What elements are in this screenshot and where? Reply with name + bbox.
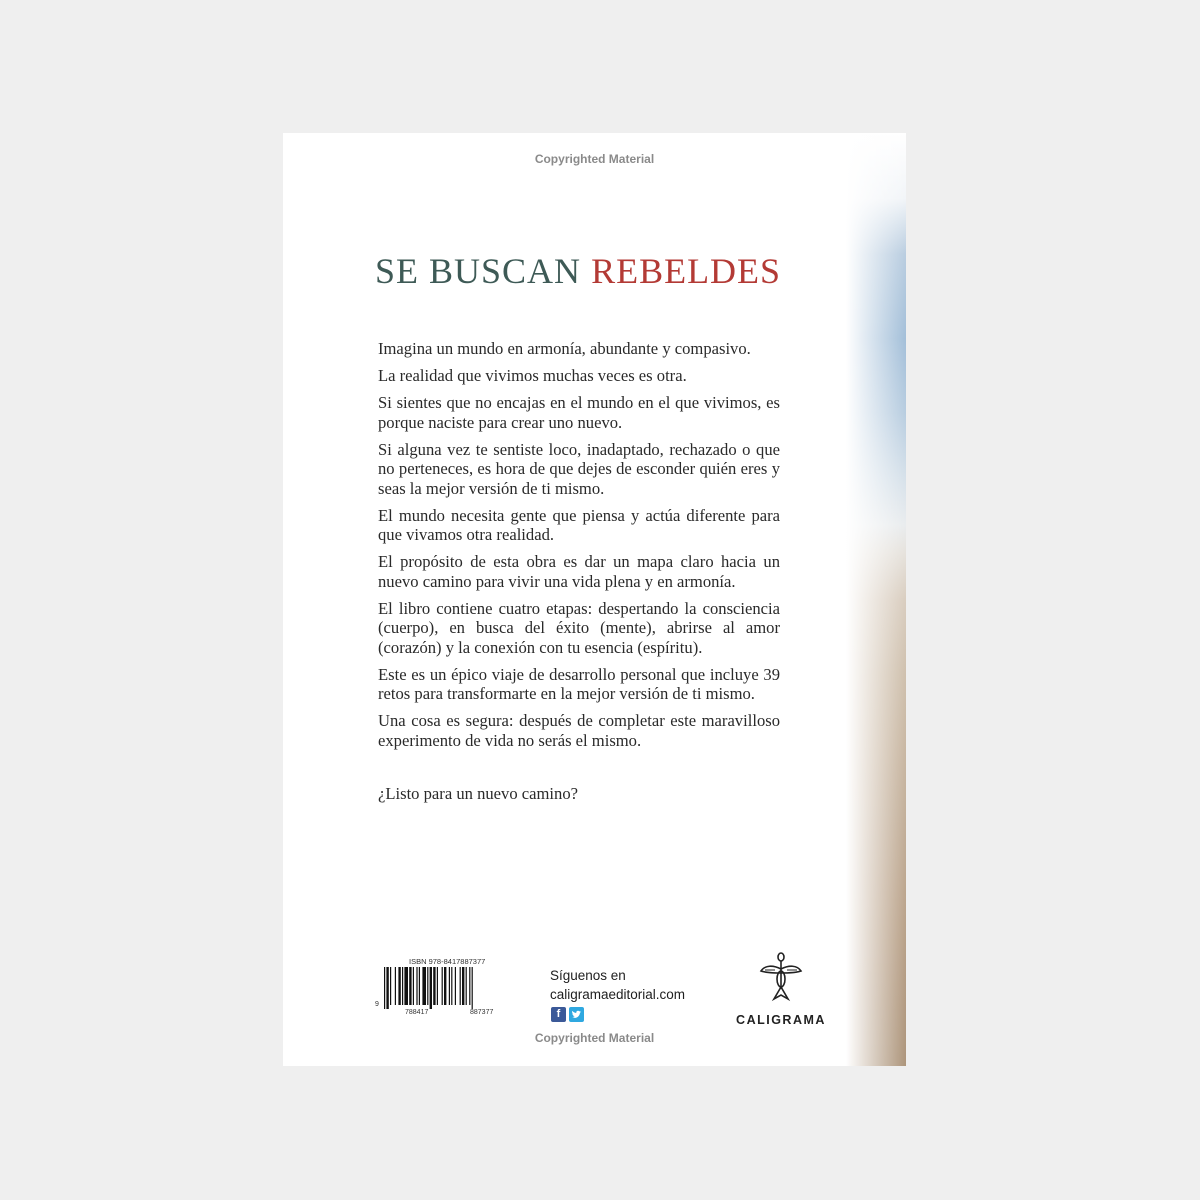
book-back-cover	[283, 133, 906, 1066]
title-part-2: REBELDES	[591, 251, 782, 291]
blurb-paragraph: Si alguna vez te sentiste loco, inadaptado, rechazado o que no perteneces, es hora de que dejes de esconder quién eres y seas la mejor versión de ti mismo.	[378, 439, 780, 498]
blurb-paragraph: Imagina un mundo en armonía, abundante y compasivo.	[378, 339, 751, 358]
barcode-digits-left: 788417	[405, 1009, 429, 1016]
copyright-notice-top: Copyrighted Material	[534, 152, 655, 166]
closing-question: ¿Listo para un nuevo camino?	[378, 784, 578, 803]
barcode-image	[384, 967, 514, 1009]
copyright-notice-bottom: Copyrighted Material	[534, 1031, 655, 1045]
blurb-paragraph: El propósito de esta obra es dar un mapa claro hacia un nuevo camino para vivir una vida plena y en armonía.	[378, 552, 780, 591]
twitter-icon[interactable]	[569, 1007, 584, 1022]
blurb-paragraph: Si sientes que no encajas en el mundo en el que vivimos, es porque naciste para crear uno nuevo.	[378, 393, 780, 432]
follow-label: Síguenos en	[550, 968, 626, 983]
blurb-text	[378, 339, 780, 758]
publisher-name: CALIGRAMA	[736, 1013, 826, 1027]
blurb-paragraph: La realidad que vivimos muchas veces es otra.	[378, 366, 687, 385]
website-link[interactable]: caligramaeditorial.com	[550, 987, 686, 1002]
follow-us	[550, 966, 685, 1004]
book-title	[375, 250, 781, 292]
blurb-paragraph: El libro contiene cuatro etapas: despertando la consciencia (cuerpo), en busca del éxito (mente), abrirse al amor (corazón) y la conexión con tu esencia (espíritu).	[378, 598, 780, 657]
cover-photo-strip	[846, 133, 906, 1066]
blurb-paragraph: Una cosa es segura: después de completar este maravilloso experimento de vida no serás el mismo.	[378, 711, 780, 750]
isbn-barcode	[375, 957, 523, 1019]
blurb-paragraph: Este es un épico viaje de desarrollo personal que incluye 39 retos para transformarte en la mejor versión de ti mismo.	[378, 664, 780, 703]
fish-bird-icon	[759, 951, 803, 1003]
publisher-logo	[726, 951, 836, 1027]
social-icons	[551, 1007, 584, 1022]
isbn-label: ISBN 978-8417887377	[409, 957, 486, 966]
barcode-digit-prefix: 9	[375, 1001, 379, 1008]
facebook-icon[interactable]: f	[551, 1007, 566, 1022]
barcode-digits-right: 887377	[470, 1009, 494, 1016]
blurb-paragraph: El mundo necesita gente que piensa y actúa diferente para que vivamos otra realidad.	[378, 505, 780, 544]
title-part-1: SE BUSCAN	[375, 251, 582, 291]
